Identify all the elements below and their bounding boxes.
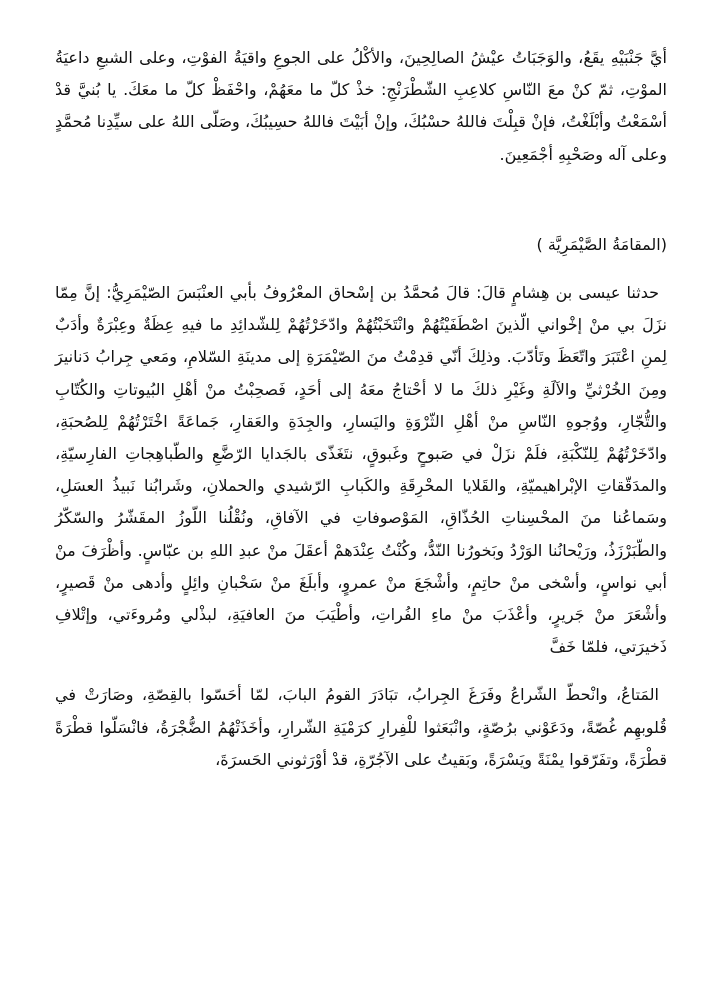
paragraph-2: حدثنا عيسى بن هِشامٍ قالَ: قالَ مُحمَّدُ بن إسْحاق المعْرُوفُ بأبي العنْبَسَ الصّيْمَرِيُّ: إنَّ مِمّا نزَلَ بي منْ إخْواني الّذينَ اصْطَفَيْتُهُمْ وانْتَخَبْتُهُمْ وادّخَرْتُهُمْ لِلشّدائِدِ ما فيهِ عِظَةٌ وعِبْرَةٌ وأدَبٌ لِمنِ اعْتَبَرَ واتّعَظَ وتَأدّبَ. وذلِكَ أنّي قدِمْتُ منَ الصّيْمَرَةِ إلى مدينَةِ السّلامِ، ومَعي جِرابُ دَنانيرَ ومِنَ الخُرْثيِّ والآلَةِ وغَيْرِ ذلكَ ما لا أحْتاجُ معَهُ إلى أحَدٍ، فَصحِبْتُ منْ أهْلِ البُيوتاتِ والكُتّابِ والتُّجّارِ، ووُجوهِ النّاسِ منْ أهْلِ الثّرْوَةِ واليَسارِ، والجِدَةِ والعَقارِ، جَماعَةً اخْتَرْتُهُمْ لِلصُحبَةِ، وادّخَرْتُهُمْ لِلنّكْبَةِ، فلَمْ نزَلْ في صَبوحٍ وغَبوقٍ، نتَغَذّى بالجَدايا الرّضَّعِ والطّباهِجاتِ الفارِسيّةِ، والمدَقّقاتِ الإبْراهيميّةِ، والقَلايا المحْرِقَةِ والكَبابِ الرّشيدي والحملانِ، وشَرابُنا نَبيذُ العسَلِ، وسَماعُنا منَ المحْسِناتِ الحُذّاقِ، المَوْصوفاتِ في الآفاقِ، ونُقْلُنا اللّوزُ المقَشّرُ والسّكّرُ والطّبَرْزَذُ، ورَيْحانُنا الوَرْدُ وبَخورُنا النّدُّ، وكُنْتُ عِنْدَهمْ أعقَلَ منْ عبدِ اللهِ بن عبّاسٍ. وأظْرَفَ منْ أبي نواسٍ، وأسْخى منْ حاتِمٍ، وأشْجَعَ منْ عمروٍ، وأبلَغَ منْ سَحْبانِ وائِلٍ وأدهى منْ قَصيرٍ، وأشْعَرَ منْ جَريرٍ، وأعْذَبَ منْ ماءِ الفُراتِ، وأطْيَبَ منَ العافيَةِ، لبذْلي ومُروءَتي، وإتْلافِ ذَخيرَتي، فلمّا خَفَّ bbox=[55, 283, 667, 657]
spacer bbox=[55, 663, 667, 679]
section-heading: (المقامَةُ الصَّيْمَرِيَّة ) bbox=[536, 234, 667, 254]
spacer bbox=[55, 261, 667, 277]
paragraph-3: المَتاعُ، وانْحطّ الشّراعُ وفَرَغَ الجِرابُ، تبَادَرَ القومُ البابَ، لمّا أحَسّوا بالقِصّةِ، وصَارَتْ في قُلوبهِم غُصّةً، ودَعَوْني برُصّةٍ، وانْبَعَثوا للْفِرارِ كرَمْيَةِ الشّرارِ، وأخَذَتْهُمُ الضُّجْرَةُ، فانْسَلّوا قطْرَةً قطْرَةً، وتفَرّقوا يمْنَةً ويَسْرَةً، وبَقيتُ على الآجُرّةِ، قدْ أوْرَثوني الحَسرَةَ، bbox=[55, 685, 667, 769]
document-page bbox=[55, 42, 667, 776]
paragraph-1: أيَّ جَنْبَيْهِ يقَعُ، والوَجَبَاتُ عيْشُ الصالِحِينَ، والأكْلُ على الجوعِ واقيَةُ الفوْتِ، وعلى الشبعِ داعيَةُ الموْتِ، ثمّ كنْ معَ النّاسِ كلاعِبِ الشّطْرَنْجِ: خذْ كلّ ما معَهُمْ، واحْفَظْ كلّ ما معَكَ. يا بُنيَّ قدْ أسْمَعْتُ وأبْلَغْتُ، فإنْ قبِلْتَ فاللهُ حسْبُكَ، وإنْ أبَيْتَ فاللهُ حسِيبُكَ، وصَلّى اللهُ على سيِّدِنا مُحمَّدٍ وعلى آله وصَحْبِهِ أجْمَعِينَ. bbox=[55, 48, 667, 164]
spacer bbox=[55, 171, 667, 229]
